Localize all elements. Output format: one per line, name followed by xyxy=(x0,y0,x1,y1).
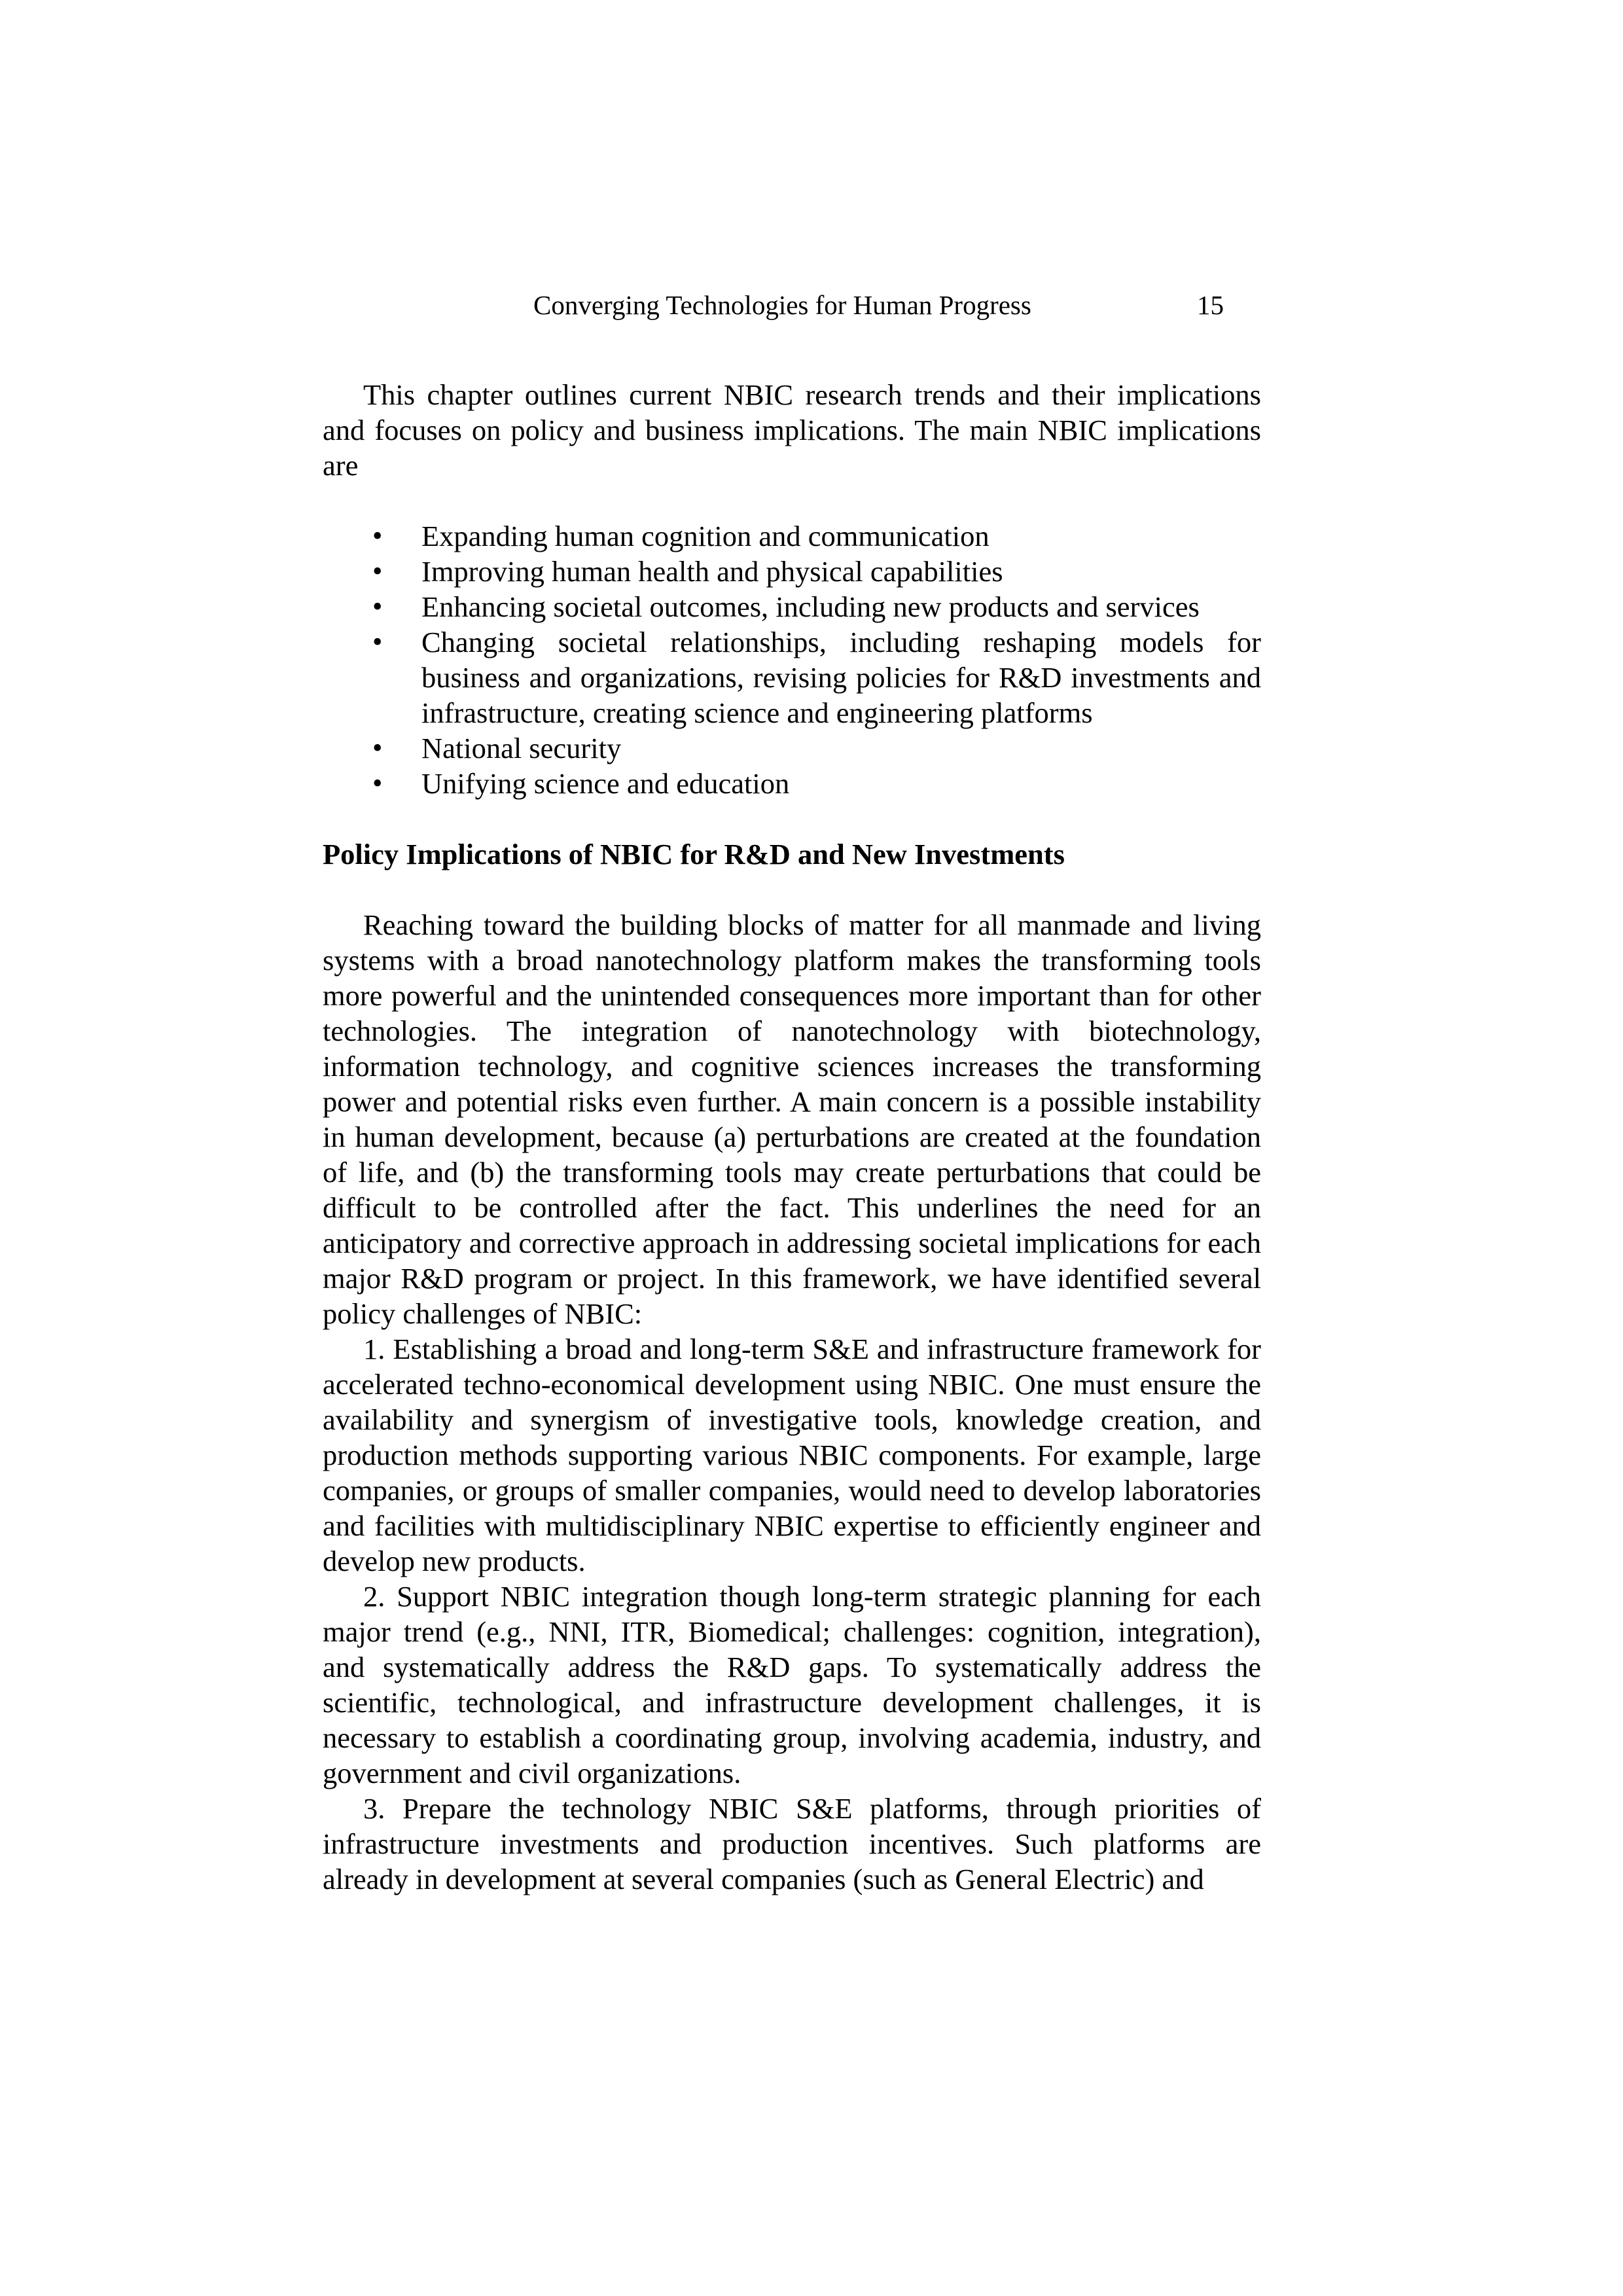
bullet-icon: • xyxy=(372,520,383,552)
bullet-icon: • xyxy=(372,590,383,622)
list-item xyxy=(323,730,1261,766)
bullet-icon: • xyxy=(372,732,383,764)
body-paragraph: 1. Establishing a broad and long-term S&E and infrastructure framework for accelerated techno-economical development using NBIC. One must ensure the availability and synergism of investigative tools, knowledge creation, and production methods supporting various NBIC components. For example, large companies, or groups of smaller companies, would need to develop laboratories and facilities with multidisciplinary NBIC expertise to efficiently engineer and develop new products. xyxy=(323,1333,1261,1577)
list-item xyxy=(323,554,1261,589)
bullet-icon: • xyxy=(372,555,383,587)
list-item xyxy=(323,589,1261,624)
body-paragraph: 2. Support NBIC integration though long-term strategic planning for each major trend (e.g., NNI, ITR, Biomedical; challenges: cognition, integration), and systematically address the R&D gaps. To systematically address the scientific, technological, and infrastructure development challenges, it is necessary to establish a coordinating group, involving academia, industry, and government and civil organizations. xyxy=(323,1580,1261,1789)
list-item xyxy=(323,766,1261,801)
list-item xyxy=(323,624,1261,730)
page-header xyxy=(0,285,1623,325)
list-item-text: National security xyxy=(421,732,622,764)
implications-list xyxy=(323,518,1261,801)
list-item xyxy=(323,518,1261,554)
list-item-text: Expanding human cognition and communication xyxy=(421,520,990,552)
bullet-icon: • xyxy=(372,767,383,799)
intro-paragraph: This chapter outlines current NBIC research trends and their implications and focuses on policy and business implications. The main NBIC implications are xyxy=(323,378,1261,482)
body-text xyxy=(323,377,1261,1897)
list-item-text: Unifying science and education xyxy=(421,767,790,800)
list-item-text: Changing societal relationships, including reshaping models for business and organizations, revising policies for R&D investments and infrastructure, creating science and engineering platforms xyxy=(421,626,1261,729)
page-number: 15 xyxy=(1197,290,1224,320)
body-paragraph: Reaching toward the building blocks of matter for all manmade and living systems with a broad nanotechnology platform makes the transforming tools more powerful and the unintended consequences more important than for other technologies. The integration of nanotechnology with biotechnology, information technology, and cognitive sciences increases the transforming power and potential risks even further. A main concern is a possible instability in human development, because (a) perturbations are created at the foundation of life, and (b) the transforming tools may create perturbations that could be difficult to be controlled after the fact. This underlines the need for an anticipatory and corrective approach in addressing societal implications for each major R&D program or project. In this framework, we have identified several policy challenges of NBIC: xyxy=(323,908,1261,1330)
list-item-text: Enhancing societal outcomes, including new products and services xyxy=(421,590,1200,623)
body-paragraph: 3. Prepare the technology NBIC S&E platforms, through priorities of infrastructure investments and production incentives. Such platforms are already in development at several companies (such as General Electric) and xyxy=(323,1792,1261,1895)
running-title: Converging Technologies for Human Progress xyxy=(533,290,1031,320)
list-item-text: Improving human health and physical capabilities xyxy=(421,555,1003,588)
bullet-icon: • xyxy=(372,626,383,658)
section-heading: Policy Implications of NBIC for R&D and New Investments xyxy=(323,838,1065,870)
